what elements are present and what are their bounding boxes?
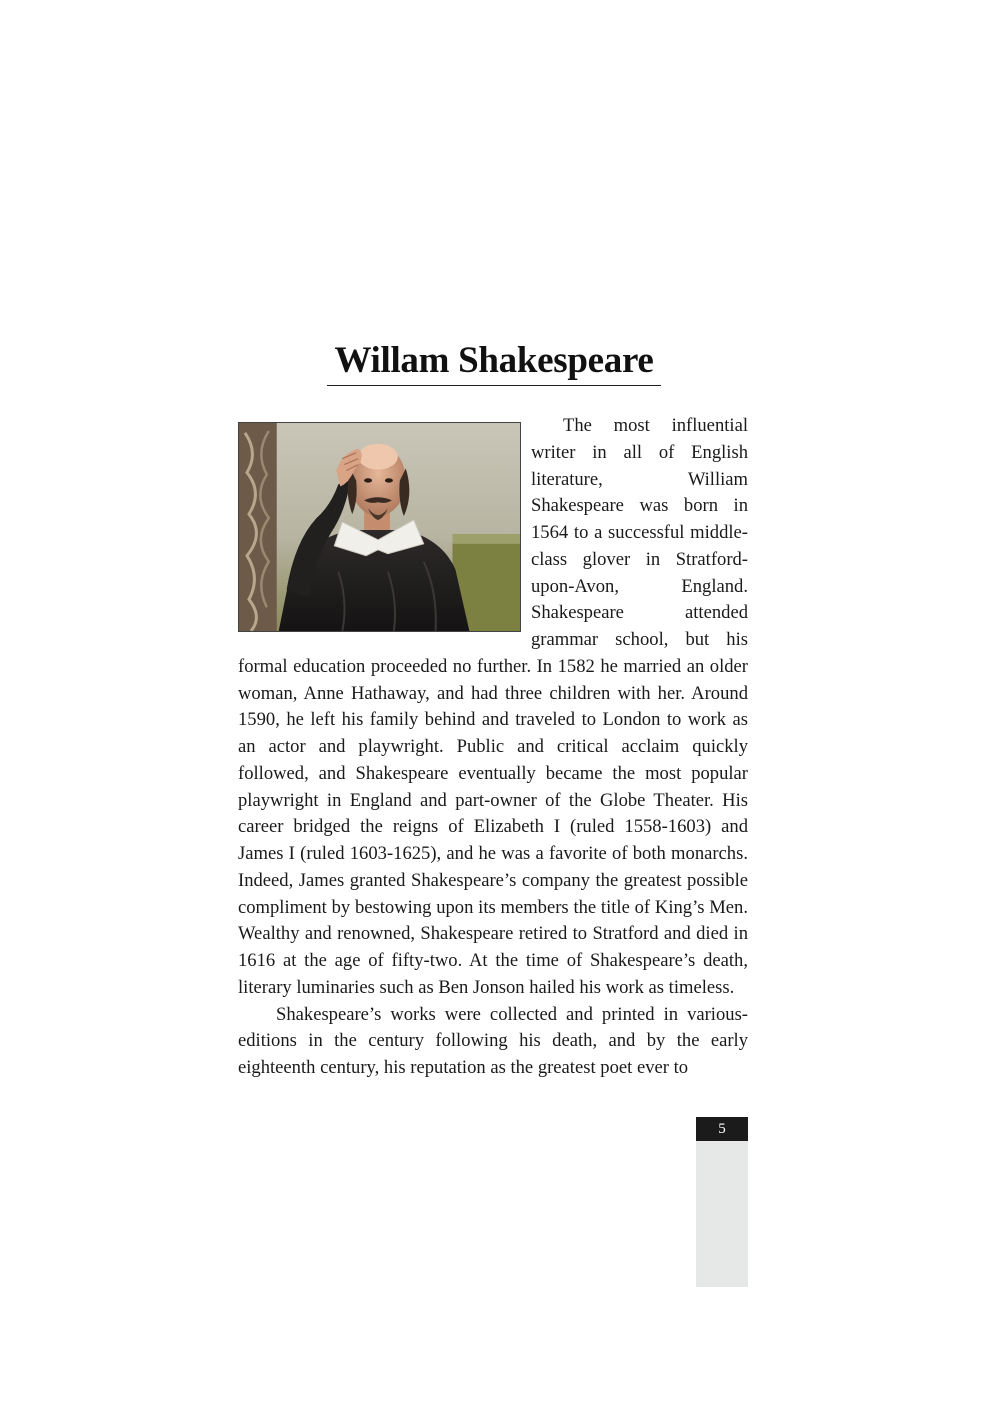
shakespeare-portrait-icon [239, 423, 520, 631]
page-number: 5 [696, 1117, 748, 1141]
paragraph-1-text: writer in all of English literature, William Shakespeare was born in 1564 to a successful middle-class glover in Stratford-upon-Avon, England. Shakespeare attended grammar school, but his formal education proceeded no further. In 1582 he married an older woman, Anne Hathaway, and had three children with her. Around 1590, he left his family behind and traveled to London to work as an actor and playwright. Public and critical acclaim quickly followed, and Shakespeare eventually became the most popular playwright in England and part-owner of the Globe Theater. His career bridged the reigns of Elizabeth I (ruled 1558-1603) and James I (ruled 1603-1625), and he was a favorite of both monarchs. Indeed, James granted Shakespeare’s company the greatest possible compliment by bestowing upon its members the title of King’s Men. Wealthy and renowned, Shakespeare retired to Stratford and died in 1616 at the age of fifty-two. At the time of Shakespeare’s death, literary luminaries such as Ben Jonson hailed his work as timeless. [238, 441, 748, 998]
portrait-image [238, 422, 521, 632]
article-body [238, 413, 748, 1082]
page-title: Willam Shakespeare [334, 340, 654, 381]
page-edge-tab [696, 1117, 748, 1287]
paragraph-1-lead: The most influential [563, 415, 748, 436]
paragraph-2: Shakespeare’s works were collected and printed in various-editions in the century following his death, and by the early eighteenth century, his reputation as the greatest poet ever to [238, 1003, 748, 1078]
title-underline [327, 385, 661, 386]
